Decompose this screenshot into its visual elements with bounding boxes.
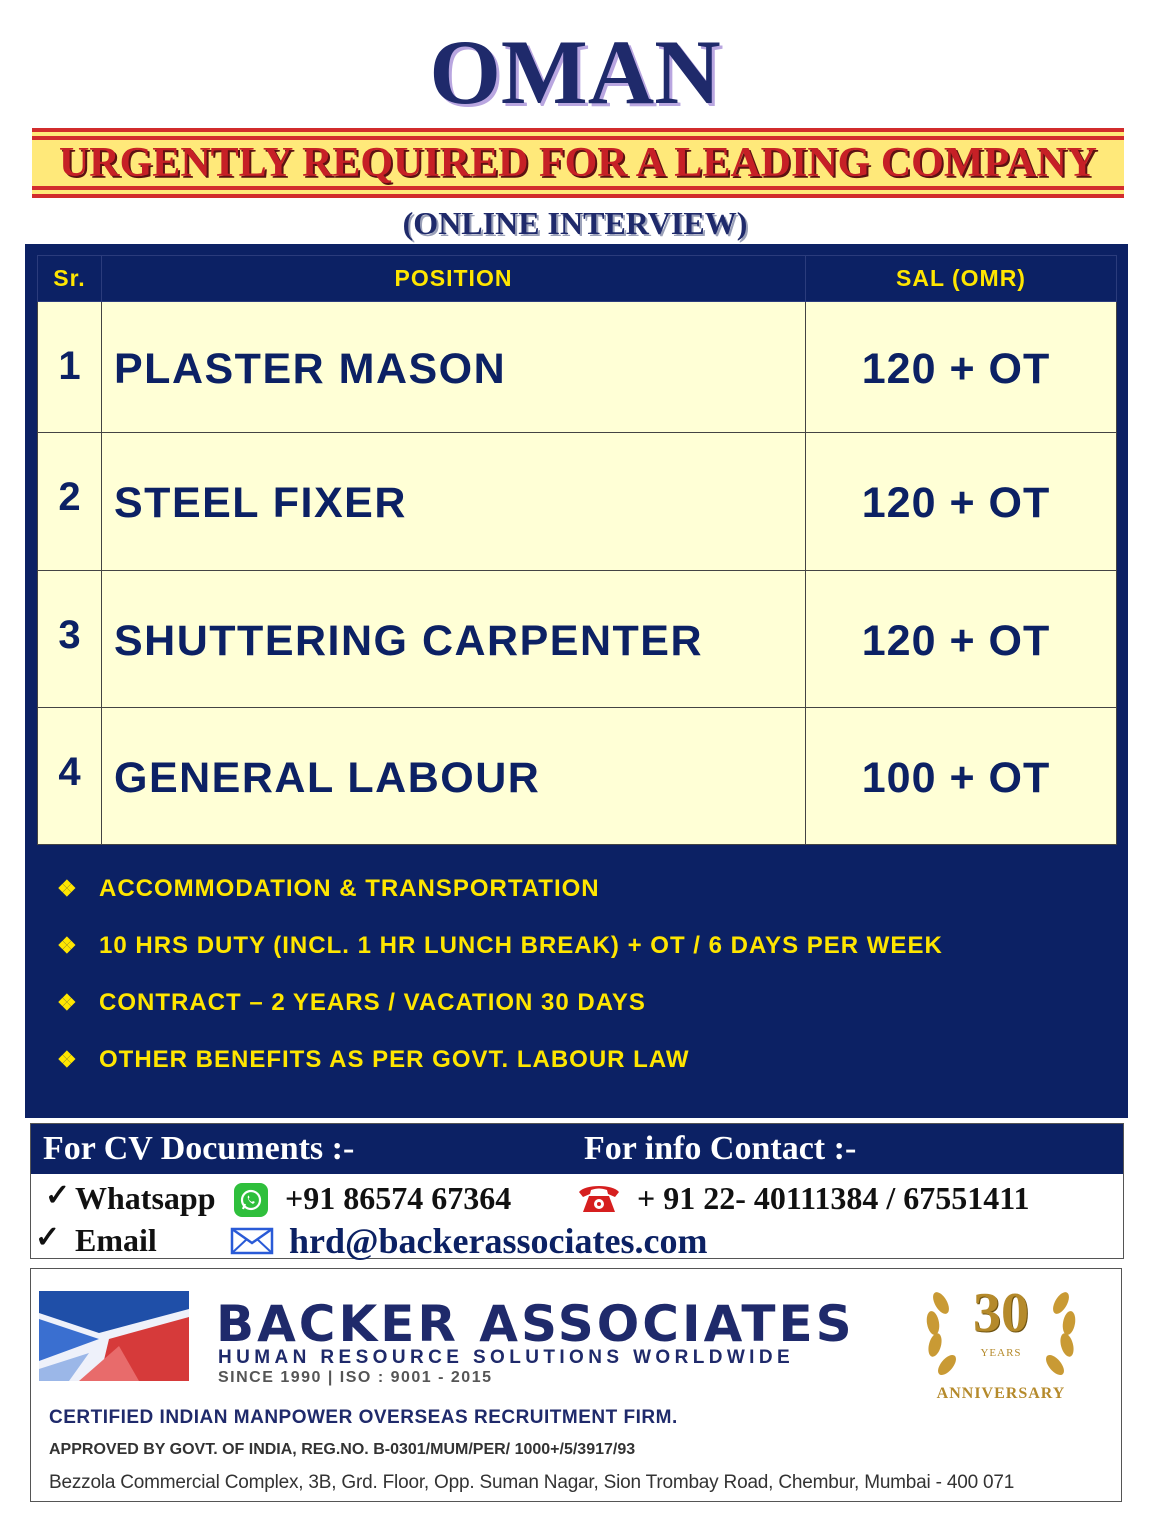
company-logo-icon: [39, 1291, 189, 1386]
table-row: [38, 571, 1117, 708]
company-since: SINCE 1990 | ISO : 9001 - 2015: [218, 1369, 493, 1386]
whatsapp-label: Whatsapp: [75, 1180, 216, 1216]
row-sr: 1: [38, 302, 102, 433]
urgent-banner: [32, 128, 1124, 198]
company-footer: [30, 1268, 1122, 1502]
row-salary: 100 + OT: [806, 708, 1117, 845]
table-row: [38, 433, 1117, 571]
interview-subtitle: (ONLINE INTERVIEW): [402, 205, 748, 241]
row-sr: 3: [38, 571, 102, 708]
diamond-bullet-icon: ❖: [57, 933, 78, 958]
contact-header: [31, 1124, 1123, 1174]
info-heading: For info Contact :-: [584, 1130, 857, 1167]
whatsapp-icon: [234, 1183, 268, 1217]
approved-text: APPROVED BY GOVT. OF INDIA, REG.NO. B-0301/MUM/PER/ 1000+/5/3917/93: [49, 1441, 636, 1458]
benefits-list: [57, 874, 943, 1102]
email-address[interactable]: hrd@backerassociates.com: [289, 1221, 708, 1261]
list-item: [57, 931, 943, 988]
row-position: GENERAL LABOUR: [102, 708, 806, 845]
telephone-icon: [575, 1182, 623, 1221]
email-label: Email: [75, 1222, 157, 1258]
benefit-text: OTHER BENEFITS AS PER GOVT. LABOUR LAW: [99, 1046, 690, 1073]
list-item: [57, 874, 943, 931]
page-title: OMAN: [429, 21, 721, 123]
row-sr: 4: [38, 708, 102, 845]
list-item: [57, 1045, 943, 1102]
banner-rule: [32, 128, 1124, 132]
diamond-bullet-icon: ❖: [57, 1047, 78, 1072]
cv-heading: For CV Documents :-: [43, 1130, 355, 1167]
contact-box: [30, 1123, 1124, 1259]
jobs-panel: [25, 244, 1128, 1118]
diamond-bullet-icon: ❖: [57, 990, 78, 1015]
certified-text: CERTIFIED INDIAN MANPOWER OVERSEAS RECRUITMENT FIRM.: [49, 1407, 678, 1428]
anniversary-label: ANNIVERSARY: [936, 1385, 1066, 1402]
check-icon: ✓: [45, 1179, 71, 1212]
check-icon: ✓: [35, 1221, 61, 1254]
phone-numbers[interactable]: + 91 22- 40111384 / 67551411: [637, 1180, 1030, 1216]
row-salary: 120 + OT: [806, 571, 1117, 708]
row-salary: 120 + OT: [806, 302, 1117, 433]
benefit-text: ACCOMMODATION & TRANSPORTATION: [99, 875, 600, 902]
benefit-text: 10 HRS DUTY (INCL. 1 HR LUNCH BREAK) + OT / 6 DAYS PER WEEK: [99, 932, 943, 959]
company-name: BACKER ASSOCIATES: [216, 1295, 855, 1353]
envelope-icon: [230, 1227, 274, 1260]
header-salary: SAL (OMR): [806, 256, 1117, 302]
jobs-table: [37, 255, 1117, 845]
table-row: [38, 302, 1117, 433]
list-item: [57, 988, 943, 1045]
anniversary-number: 30: [973, 1282, 1029, 1344]
row-sr: 2: [38, 433, 102, 571]
anniversary-badge: [901, 1273, 1101, 1413]
row-position: SHUTTERING CARPENTER: [102, 571, 806, 708]
banner-rule: [32, 186, 1124, 190]
benefit-text: CONTRACT – 2 YEARS / VACATION 30 DAYS: [99, 989, 646, 1016]
company-address: Bezzola Commercial Complex, 3B, Grd. Floor, Opp. Suman Nagar, Sion Trombay Road, Chembur, Mumbai - 400 071: [49, 1472, 1015, 1493]
whatsapp-number[interactable]: +91 86574 67364: [285, 1180, 512, 1216]
banner-rule: [32, 194, 1124, 198]
diamond-bullet-icon: ❖: [57, 876, 78, 901]
row-salary: 120 + OT: [806, 433, 1117, 571]
anniversary-years: YEARS: [980, 1347, 1022, 1359]
table-header-row: [38, 256, 1117, 302]
header-sr: Sr.: [38, 256, 102, 302]
company-tagline: HUMAN RESOURCE SOLUTIONS WORLDWIDE: [218, 1347, 795, 1368]
table-row: [38, 708, 1117, 845]
header-position: POSITION: [102, 256, 806, 302]
banner-text: URGENTLY REQUIRED FOR A LEADING COMPANY: [58, 140, 1098, 186]
row-position: STEEL FIXER: [102, 433, 806, 571]
row-position: PLASTER MASON: [102, 302, 806, 433]
